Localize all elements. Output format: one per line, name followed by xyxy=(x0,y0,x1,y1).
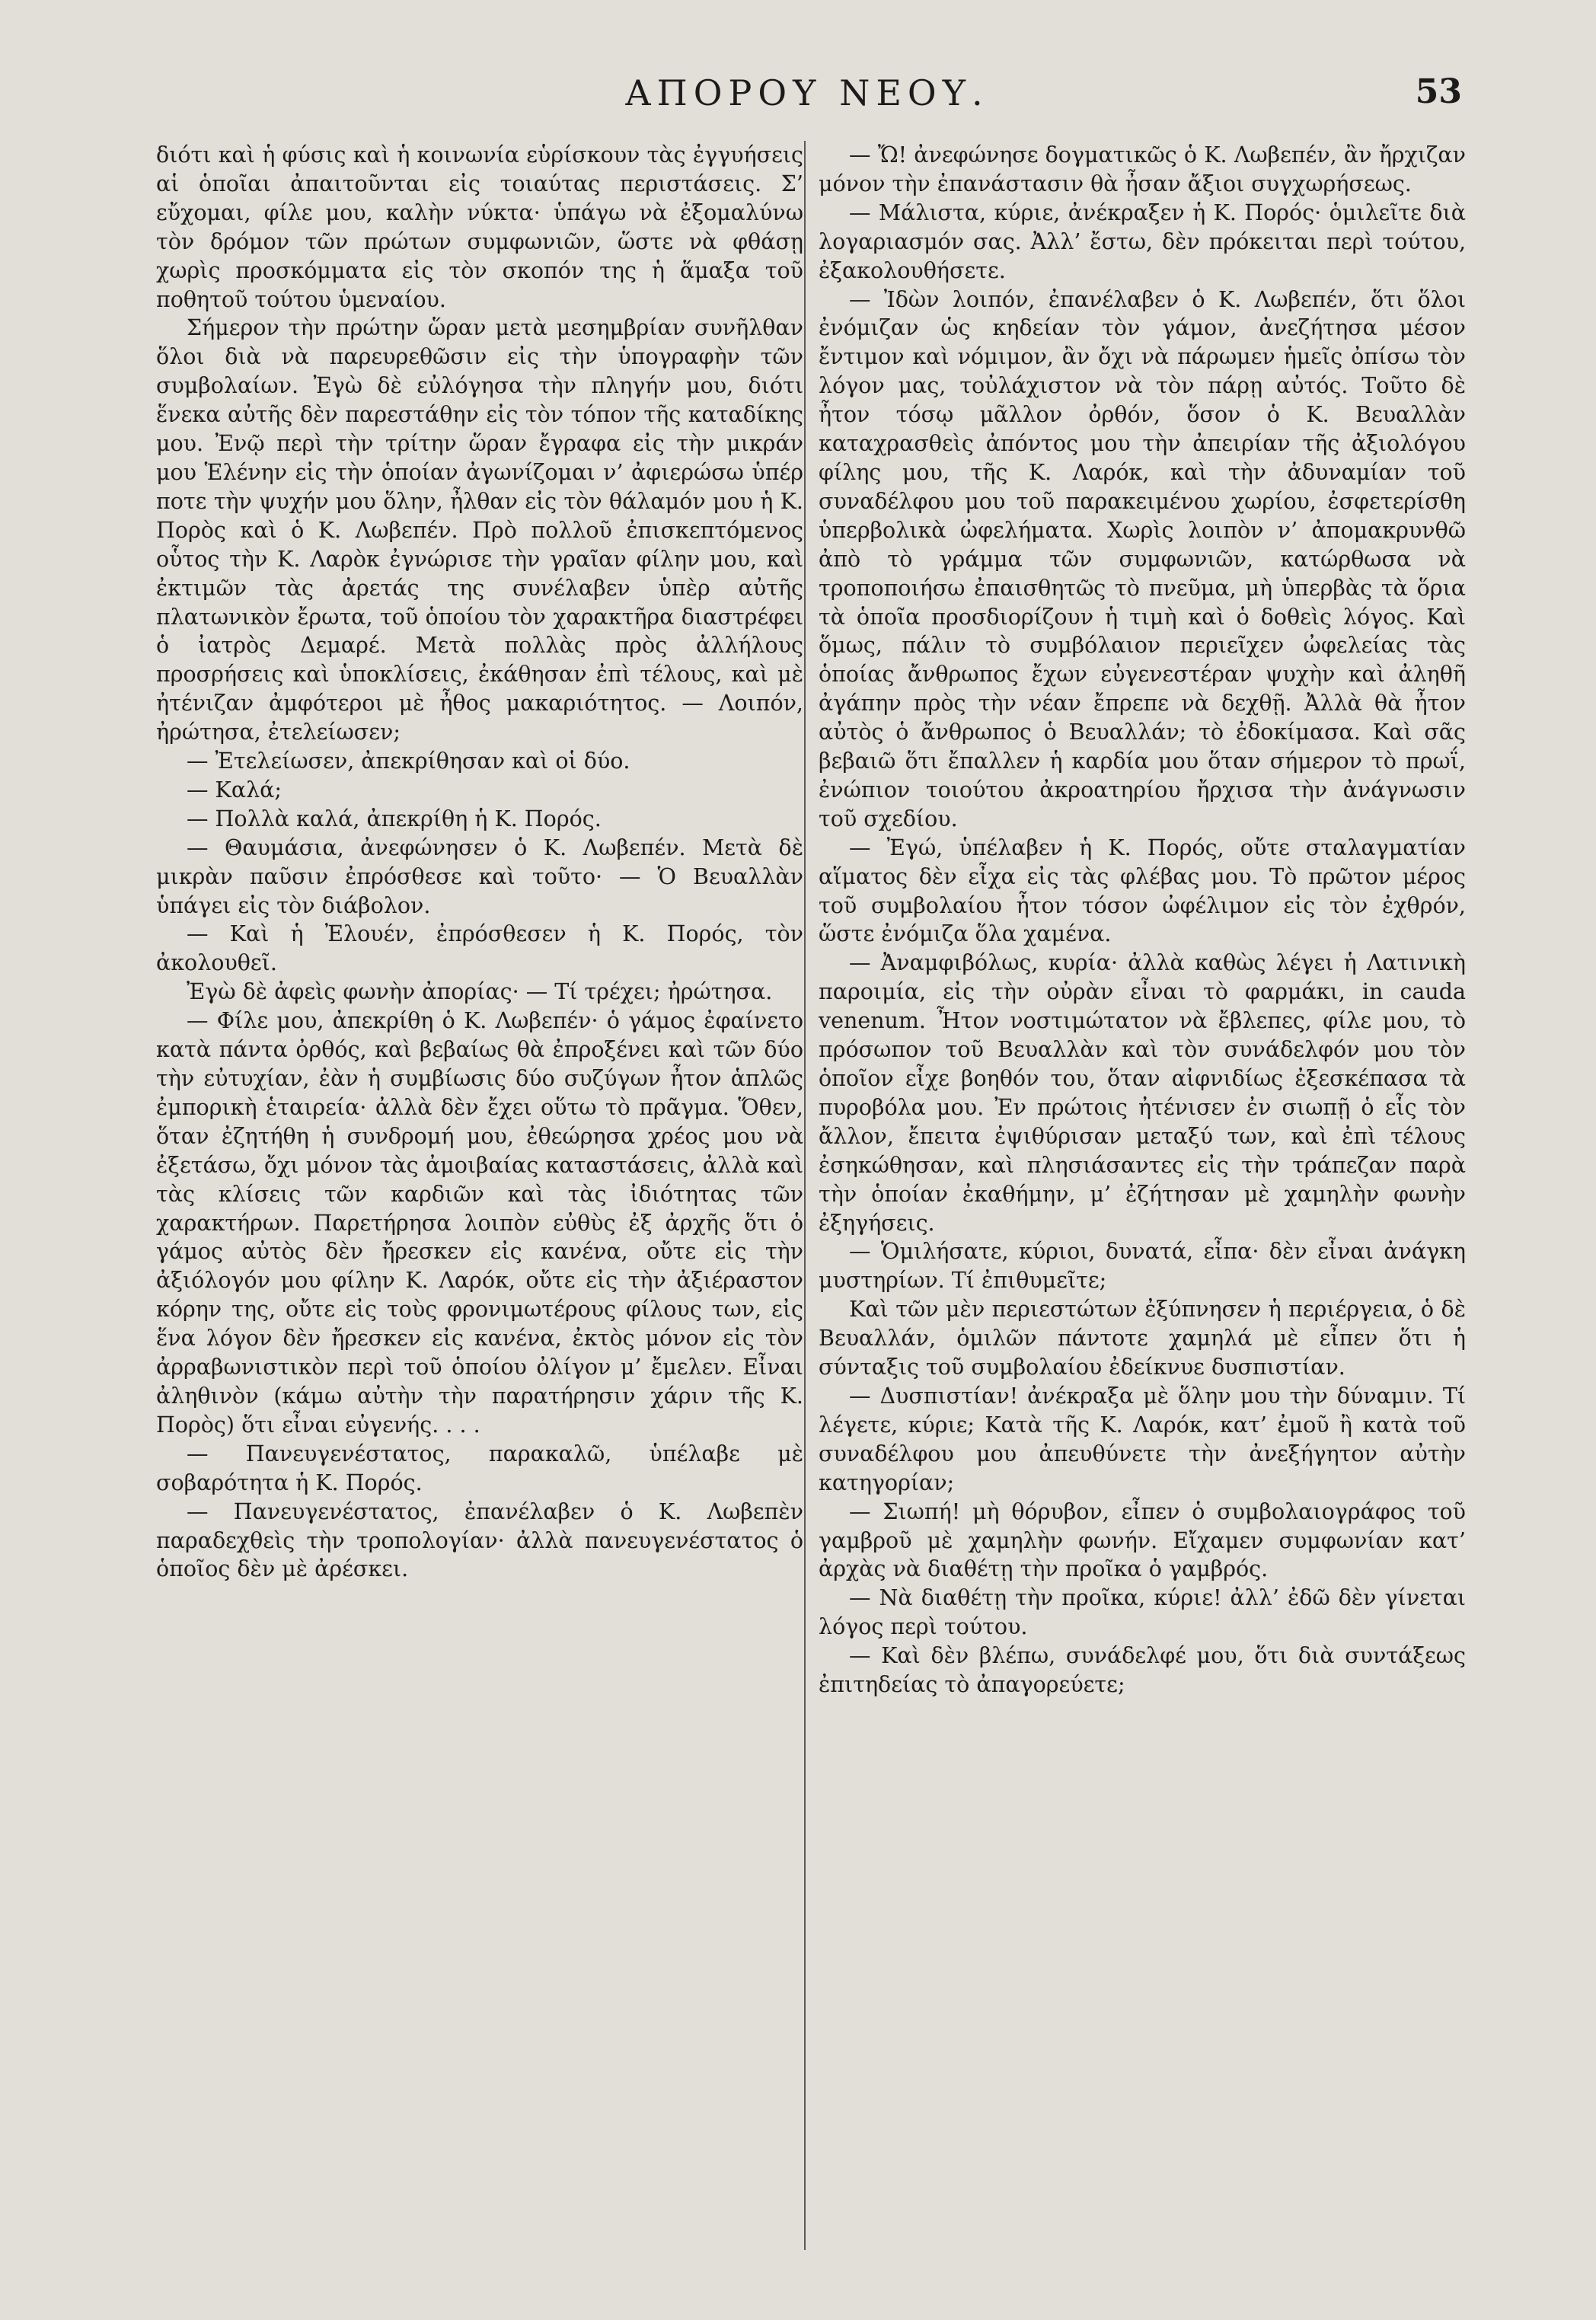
paragraph: — Ἀναμφιβόλως, κυρία· ἀλλὰ καθὼς λέγει ἡ Λατινικὴ παροιμία, εἰς τὴν οὐρὰν εἶναι τὸ φαρμάκι, in cauda venenum. Ἦτον νοστιμώτατον νὰ ἔβλεπες, φίλε μου, τὸ πρόσωπον τοῦ Βευαλλὰν καὶ τὸν συνάδελφόν μου τὸν ὁποῖον εἶχε βοηθόν του, ὅταν αἰφνιδίως ἐξεσκέπασα τὰ πυροβόλα μου. Ἐν πρώτοις ἠτένισεν ἐν σιωπῇ ὁ εἷς τὸν ἄλλον, ἔπειτα ἐψιθύρισαν μεταξύ των, καὶ ἐπὶ τέλους ἐσηκώθησαν, καὶ πλησιάσαντες εἰς τὴν τράπεζαν παρὰ τὴν ὁποίαν ἐκαθήμην, μ’ ἐζήτησαν μὲ χαμηλὴν φωνὴν ἐξηγήσεις. xyxy=(819,950,1466,1236)
paragraph: — Ἐτελείωσεν, ἀπεκρίθησαν καὶ οἱ δύο. xyxy=(187,748,630,774)
paragraph: — Νὰ διαθέτῃ τὴν προῖκα, κύριε! ἀλλ’ ἐδῶ δὲν γίνεται λόγος περὶ τούτου. xyxy=(819,1585,1466,1640)
paragraph: — Σιωπή! μὴ θόρυβον, εἶπεν ὁ συμβολαιογράφος τοῦ γαμβροῦ μὲ χαμηλὴν φωνήν. Εἴχαμεν συμφωνίαν κατ’ ἀρχὰς νὰ διαθέτῃ τὴν προῖκα ὁ γαμβρός. xyxy=(819,1498,1466,1582)
running-title: ΑΠΟΡΟΥ ΝΕΟΥ. xyxy=(625,72,989,113)
page-number: 53 xyxy=(1415,72,1462,111)
column-divider xyxy=(804,141,806,2250)
paragraph: Σήμερον τὴν πρώτην ὥραν μετὰ μεσημβρίαν συνῆλθαν ὅλοι διὰ νὰ παρευρεθῶσιν εἰς τὴν ὑπογραφὴν τῶν συμβολαίων. Ἐγὼ δὲ εὐλόγησα τὴν πληγήν μου, διότι ἕνεκα αὐτῆς δὲν παρεστάθην εἰς τὸν τόπον τῆς καταδίκης μου. Ἐνῷ περὶ τὴν τρίτην ὥραν ἔγραφα εἰς τὴν μικράν μου Ἑλένην εἰς τὴν ὁποίαν ἀγωνίζομαι ν’ ἀφιερώσω ὑπέρ ποτε τὴν ψυχήν μου ὅλην, ἦλθαν εἰς τὸν θάλαμόν μου ἡ Κ. Πορὸς καὶ ὁ Κ. Λωβεπέν. Πρὸ πολλοῦ ἐπισκεπτόμενος οὗτος τὴν Κ. Λαρὸκ ἐγνώρισε τὴν γραῖαν φίλην μου, καὶ ἐκτιμῶν τὰς ἀρετάς της συνέλαβεν ὑπὲρ αὐτῆς πλατωνικὸν ἔρωτα, τοῦ ὁποίου τὸν χαρακτῆρα διαστρέφει ὁ ἰατρὸς Δεμαρέ. Μετὰ πολλὰς πρὸς ἀλλήλους προσρήσεις καὶ ὑποκλίσεις, ἐκάθησαν ἐπὶ τέλους, καὶ μὲ ἠτένιζαν ἀμφότεροι μὲ ἦθος μακαριότητος. — Λοιπόν, ἠρώτησα, ἐτελείωσεν; xyxy=(156,315,803,745)
right-column xyxy=(819,141,1466,1699)
paragraph: Ἐγὼ δὲ ἀφεὶς φωνὴν ἀπορίας· — Τί τρέχει; ἠρώτησα. xyxy=(187,979,773,1005)
paragraph: — Πολλὰ καλά, ἀπεκρίθη ἡ Κ. Πορός. xyxy=(187,806,602,831)
paragraph: — Πανευγενέστατος, παρακαλῶ, ὑπέλαβε μὲ σοβαρότητα ἡ Κ. Πορός. xyxy=(156,1441,803,1495)
paragraph: — Ὁμιλήσατε, κύριοι, δυνατά, εἶπα· δὲν εἶναι ἀνάγκη μυστηρίων. Τί ἐπιθυμεῖτε; xyxy=(819,1239,1466,1294)
paragraph: — Μάλιστα, κύριε, ἀνέκραξεν ἡ Κ. Πορός· ὁμιλεῖτε διὰ λογαριασμόν σας. Ἀλλ’ ἔστω, δὲν πρόκειται περὶ τούτου, ἐξακολουθήσετε. xyxy=(819,199,1466,283)
paragraph: — Ἰδὼν λοιπόν, ἐπανέλαβεν ὁ Κ. Λωβεπέν, ὅτι ὅλοι ἐνόμιζαν ὡς κηδείαν τὸν γάμον, ἀνεζήτησα μέσον ἔντιμον καὶ νόμιμον, ἂν ὄχι νὰ πάρωμεν ἡμεῖς ὀπίσω τὸν λόγον μας, τοὐλάχιστον νὰ τὸν πάρῃ αὐτός. Τοῦτο δὲ ἦτον τόσῳ μᾶλλον ὀρθόν, ὅσον ὁ Κ. Βευαλλὰν καταχρασθεὶς ἀπόντος μου τὴν ἀπειρίαν τῆς ἀξιολόγου φίλης μου, τῆς Κ. Λαρόκ, καὶ τὴν ἀδυναμίαν τοῦ συναδέλφου μου τοῦ παρακειμένου χωρίου, ἐσφετερίσθη ὑπερβολικὰ ὠφελήματα. Χωρὶς λοιπὸν ν’ ἀπομακρυνθῶ ἀπὸ τὸ γράμμα τῶν συμφωνιῶν, κατώρθωσα νὰ τροποποιήσω ἐπαισθητῶς τὸ πνεῦμα, μὴ ὑπερβὰς τὰ ὅρια τὰ ὁποῖα προσδιορίζουν ἡ τιμὴ καὶ ὁ δοθεὶς λόγος. Καὶ ὅμως, πάλιν τὸ συμβόλαιον περιεῖχεν ὠφελείας τὰς ὁποίας ἄνθρωπος ἔχων εὐγενεστέραν ψυχὴν καὶ ἀληθῆ ἀγάπην πρὸς τὴν νέαν ἔπρεπε νὰ δεχθῇ. Ἀλλὰ θὰ ἦτον αὐτὸς ὁ ἄνθρωπος ὁ Βευαλλάν; τὸ ἐδοκίμασα. Καὶ σᾶς βεβαιῶ ὅτι ἔπαλλεν ἡ καρδία μου ὅταν σήμερον τὸ πρωΐ, ἐνώπιον τοιούτου ἀκροατηρίου ἤρχισα τὴν ἀνάγνωσιν τοῦ σχεδίου. xyxy=(819,286,1466,831)
paragraph: — Πανευγενέστατος, ἐπανέλαβεν ὁ Κ. Λωβεπὲν παραδεχθεὶς τὴν τροπολογίαν· ἀλλὰ πανευγενέστατος ὁ ὁποῖος δὲν μὲ ἀρέσκει. xyxy=(156,1498,803,1582)
paragraph: Καὶ τῶν μὲν περιεστώτων ἐξύπνησεν ἡ περιέργεια, ὁ δὲ Βευαλλάν, ὁμιλῶν πάντοτε χαμηλά μὲ εἶπεν ὅτι ἡ σύνταξις τοῦ συμβολαίου ἐδείκνυε δυσπιστίαν. xyxy=(819,1297,1466,1380)
paragraph: — Ὤ! ἀνεφώνησε δογματικῶς ὁ Κ. Λωβεπέν, ἂν ἤρχιζαν μόνον τὴν ἐπανάστασιν θὰ ἦσαν ἄξιοι συγχωρήσεως. xyxy=(819,142,1466,196)
left-column xyxy=(156,141,803,1584)
page-header xyxy=(152,72,1462,126)
paragraph: — Φίλε μου, ἀπεκρίθη ὁ Κ. Λωβεπέν· ὁ γάμος ἐφαίνετο κατὰ πάντα ὀρθός, καὶ βεβαίως θὰ ἐπροξένει καὶ τῶν δύο τὴν εὐτυχίαν, ἐὰν ἡ συμβίωσις δύο συζύγων ἦτον ἁπλῶς ἐμπορικὴ ἑταιρεία· ἀλλὰ δὲν ἔχει οὕτω τὸ πρᾶγμα. Ὅθεν, ὅταν ἐζητήθη ἡ συνδρομή μου, ἐθεώρησα χρέος μου νὰ ἐξετάσω, ὄχι μόνον τὰς ἀμοιβαίας καταστάσεις, ἀλλὰ καὶ τὰς κλίσεις τῶν καρδιῶν καὶ τὰς ἰδιότητας τῶν χαρακτήρων. Παρετήρησα λοιπὸν εὐθὺς ἐξ ἀρχῆς ὅτι ὁ γάμος αὐτὸς δὲν ἤρεσκεν εἰς κανένα, οὔτε εἰς τὴν ἀξιόλογόν μου φίλην Κ. Λαρόκ, οὔτε εἰς τὴν ἀξιέραστον κόρην της, οὔτε εἰς τοὺς φρονιμωτέρους φίλους των, εἰς ἕνα λόγον δὲν ἤρεσκεν εἰς κανένα, ἐκτὸς μόνον εἰς τὸν ἀρραβωνιστικὸν περὶ τοῦ ὁποίου ὀλίγον μ’ ἔμελεν. Εἶναι ἀληθινὸν (κάμω αὐτὴν τὴν παρατήρησιν χάριν τῆς Κ. Πορὸς) ὅτι εἶναι εὐγενής. . . . xyxy=(156,1008,803,1438)
paragraph: — Καὶ δὲν βλέπω, συνάδελφέ μου, ὅτι διὰ συντάξεως ἐπιτηδείας τὸ ἀπαγορεύετε; xyxy=(819,1643,1466,1698)
paragraph: διότι καὶ ἡ φύσις καὶ ἡ κοινωνία εὑρίσκουν τὰς ἐγγυήσεις αἱ ὁποῖαι ἀπαιτοῦνται εἰς τοιαύτας περιστάσεις. Σ’ εὔχομαι, φίλε μου, καλὴν νύκτα· ὑπάγω νὰ ἐξομαλύνω τὸν δρόμον τῶν πρώτων συμφωνιῶν, ὥστε νὰ φθάσῃ χωρὶς προσκόμματα εἰς τὸν σκοπόν της ἡ ἅμαξα τοῦ ποθητοῦ τούτου ὑμεναίου. xyxy=(156,142,803,312)
paragraph: — Καὶ ἡ Ἐλουέν, ἐπρόσθεσεν ἡ Κ. Πορός, τὸν ἀκολουθεῖ. xyxy=(156,921,803,976)
paragraph: — Καλά; xyxy=(187,777,282,803)
paragraph: — Θαυμάσια, ἀνεφώνησεν ὁ Κ. Λωβεπέν. Μετὰ δὲ μικρὰν παῦσιν ἐπρόσθεσε καὶ τοῦτο· — Ὁ Βευαλλὰν ὑπάγει εἰς τὸν διάβολον. xyxy=(156,834,803,918)
paragraph: — Δυσπιστίαν! ἀνέκραξα μὲ ὅλην μου τὴν δύναμιν. Τί λέγετε, κύριε; Κατὰ τῆς Κ. Λαρόκ, κατ’ ἐμοῦ ἢ κατὰ τοῦ συναδέλφου μου ἀπευθύνετε τὴν ἀνεξήγητον αὐτὴν κατηγορίαν; xyxy=(819,1383,1466,1495)
paragraph: — Ἐγώ, ὑπέλαβεν ἡ Κ. Πορός, οὔτε σταλαγματίαν αἵματος δὲν εἶχα εἰς τὰς φλέβας μου. Τὸ πρῶτον μέρος τοῦ συμβολαίου ἦτον τόσον ὠφέλιμον εἰς τὸν ἐχθρόν, ὥστε ἐνόμιζα ὅλα χαμένα. xyxy=(819,834,1466,947)
